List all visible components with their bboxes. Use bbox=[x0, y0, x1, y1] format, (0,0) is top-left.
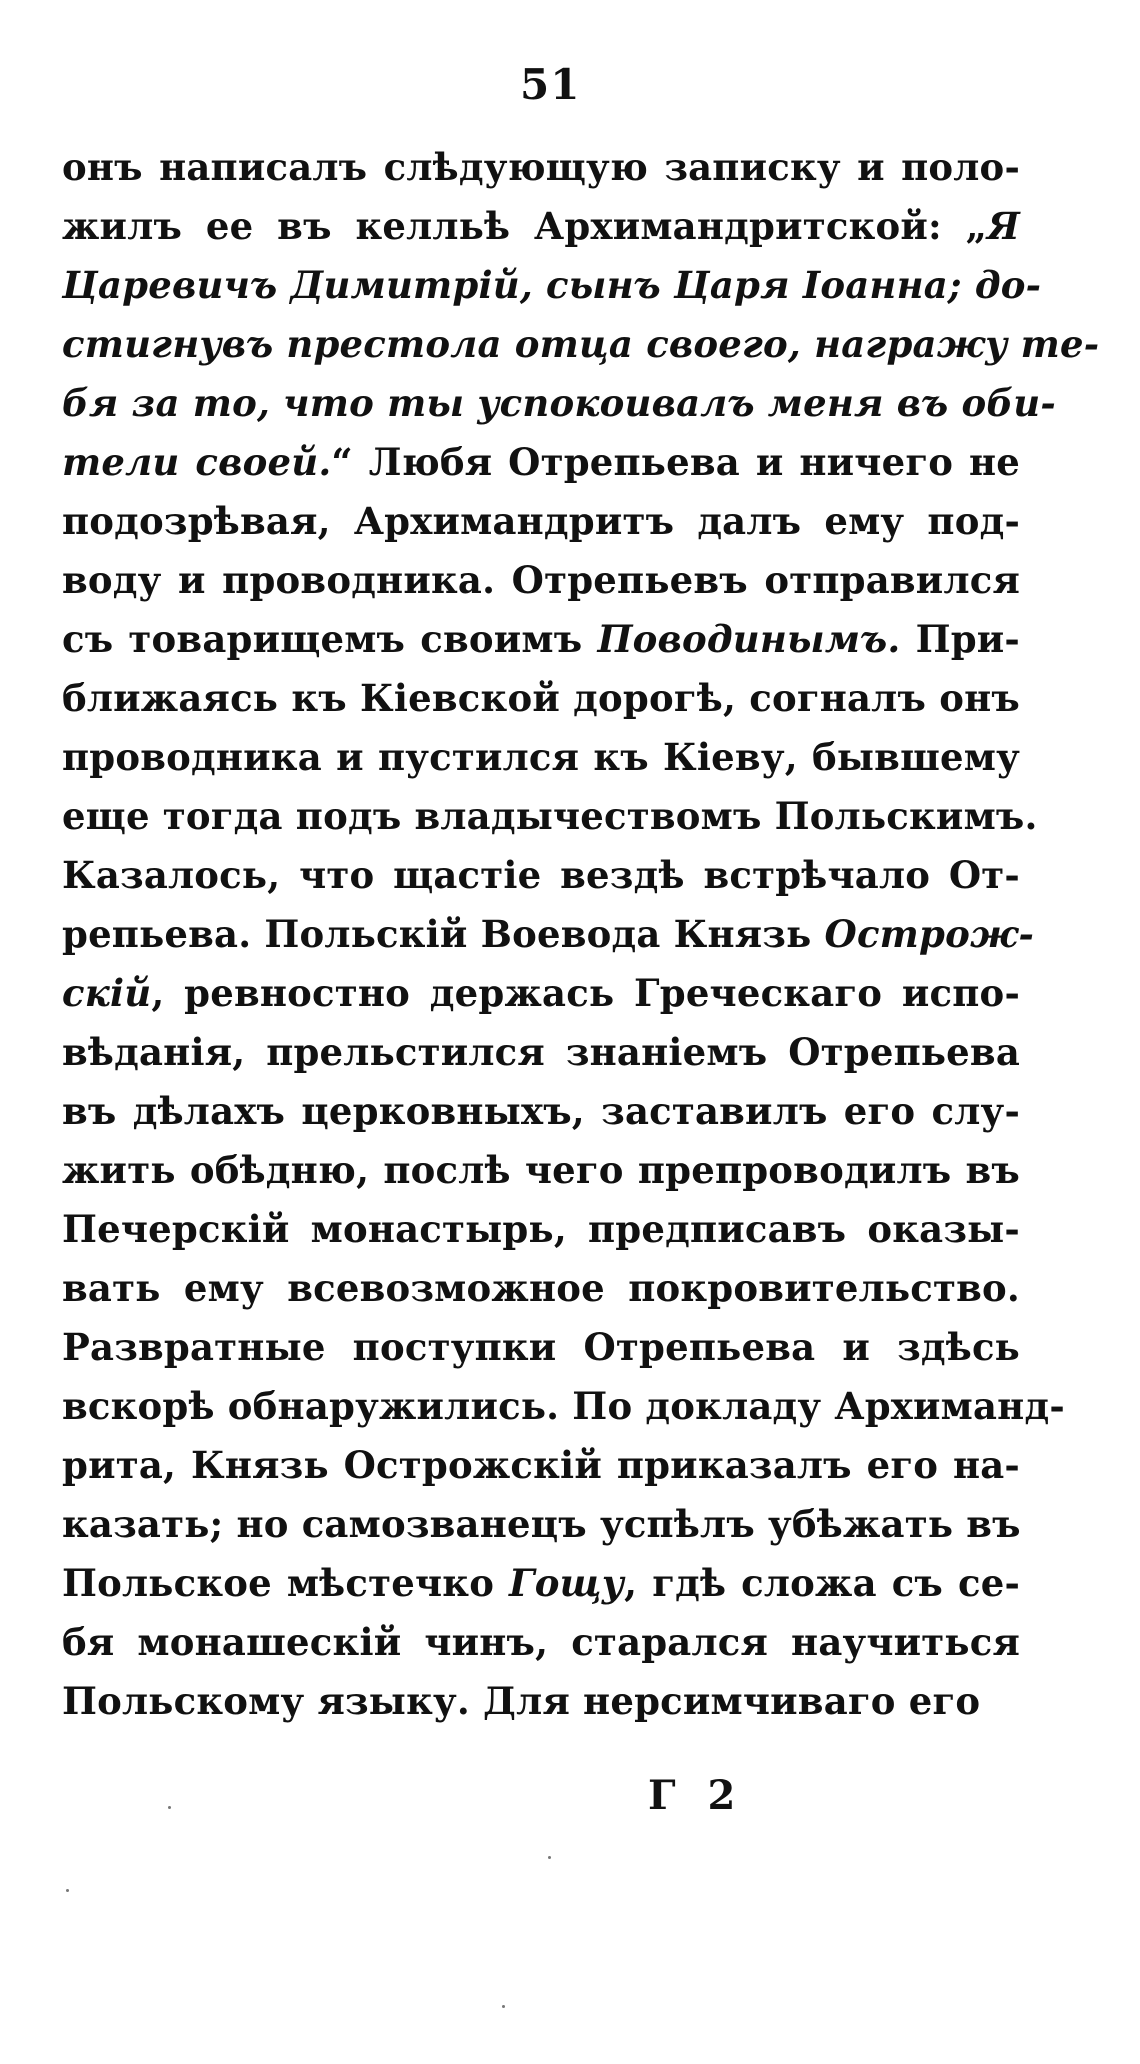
paper-speck bbox=[502, 2005, 505, 2008]
text-segment: репьева. Польскій Воевода Князь bbox=[62, 912, 825, 956]
text-line bbox=[62, 197, 1020, 256]
text-segment: подозрѣвая, Архимандритъ далъ ему под- bbox=[62, 499, 1020, 543]
text-line bbox=[62, 610, 1020, 669]
text-line bbox=[62, 1495, 1020, 1554]
text-line bbox=[62, 551, 1020, 610]
italic-text-segment: Поводинымъ. bbox=[597, 617, 901, 661]
text-line bbox=[62, 1613, 1020, 1672]
text-line bbox=[62, 1082, 1020, 1141]
italic-text-segment: тели своей. bbox=[62, 440, 332, 484]
printer-signature-mark: Г 2 bbox=[648, 1772, 736, 1819]
text-segment: жить обѣдню, послѣ чего препроводилъ въ bbox=[62, 1148, 1020, 1192]
text-segment: вскорѣ обнаружились. По докладу Архиманд- bbox=[62, 1384, 1065, 1428]
italic-text-segment: стигнувъ престола отца своего, награжу те- bbox=[62, 322, 1100, 366]
text-segment: вѣданія, прельстился знаніемъ Отрепьева bbox=[62, 1030, 1020, 1074]
text-segment: “ Любя Отрепьева и ничего не bbox=[331, 440, 1020, 484]
italic-text-segment: скій bbox=[62, 971, 152, 1015]
text-segment: проводника и пустился къ Кіеву, бывшему bbox=[62, 735, 1020, 779]
text-segment: съ товарищемъ своимъ bbox=[62, 617, 598, 661]
paper-speck bbox=[548, 1856, 551, 1859]
text-segment: , ревностно держась Греческаго испо- bbox=[151, 971, 1020, 1015]
text-line bbox=[62, 1200, 1020, 1259]
text-segment: При- bbox=[900, 617, 1020, 661]
text-line bbox=[62, 787, 1038, 846]
text-line bbox=[62, 669, 1020, 728]
text-segment: Польское мѣстечко bbox=[62, 1561, 510, 1605]
text-segment: въ дѣлахъ церковныхъ, заставилъ его слу- bbox=[62, 1089, 1020, 1133]
text-line bbox=[62, 1672, 1020, 1731]
text-line bbox=[62, 256, 1042, 315]
text-line bbox=[62, 964, 1020, 1023]
text-line bbox=[62, 1377, 1065, 1436]
text-line bbox=[62, 728, 1020, 787]
text-segment: Развратные поступки Отрепьева и здѣсь bbox=[62, 1325, 1020, 1369]
text-segment: Казалось, что щастіе вездѣ встрѣчало От- bbox=[62, 853, 1020, 897]
italic-text-segment: Гощу bbox=[509, 1561, 625, 1605]
text-segment: ближаясь къ Кіевской дорогѣ, согналъ онъ bbox=[62, 676, 1020, 720]
italic-text-segment: Я bbox=[987, 204, 1020, 248]
text-line bbox=[62, 1259, 1020, 1318]
text-line bbox=[62, 1436, 1020, 1495]
paper-speck bbox=[168, 1806, 171, 1809]
text-line bbox=[62, 138, 1020, 197]
text-line bbox=[62, 433, 1020, 492]
text-line bbox=[62, 492, 1020, 551]
italic-text-segment: Царевичъ Димитрій, сынъ Царя Іоанна; до- bbox=[62, 263, 1042, 307]
text-segment: еще тогда подъ владычествомъ Польскимъ. bbox=[62, 794, 1038, 838]
text-segment: онъ написалъ слѣдующую записку и поло- bbox=[62, 145, 1020, 189]
page-number: 51 bbox=[520, 60, 581, 109]
text-line bbox=[62, 374, 1056, 433]
text-segment: жилъ ее въ келльѣ Архимандритской: „ bbox=[62, 204, 988, 248]
text-segment: бя монашескій чинъ, старался научиться bbox=[62, 1620, 1020, 1664]
text-line bbox=[62, 846, 1020, 905]
text-segment: казать; но самозванецъ успѣлъ убѣжать въ bbox=[62, 1502, 1021, 1546]
text-segment: , гдѣ сложа съ се- bbox=[624, 1561, 1020, 1605]
text-segment: воду и проводника. Отрепьевъ отправился bbox=[62, 558, 1020, 602]
text-segment: Печерскій монастырь, предписавъ оказы- bbox=[62, 1207, 1020, 1251]
paper-speck bbox=[66, 1889, 69, 1892]
body-text bbox=[62, 138, 1100, 1731]
text-line bbox=[62, 905, 1035, 964]
text-line bbox=[62, 1141, 1020, 1200]
italic-text-segment: Острож- bbox=[824, 912, 1035, 956]
text-line bbox=[62, 315, 1100, 374]
text-line bbox=[62, 1554, 1020, 1613]
text-segment: рита, Князь Острожскій приказалъ его на- bbox=[62, 1443, 1020, 1487]
italic-text-segment: бя за то, что ты успокоивалъ меня въ оби- bbox=[62, 381, 1056, 425]
text-line bbox=[62, 1318, 1020, 1377]
text-line bbox=[62, 1023, 1020, 1082]
text-segment: вать ему всевозможное покровительство. bbox=[62, 1266, 1020, 1310]
text-segment: Польскому языку. Для нерсимчиваго его bbox=[62, 1679, 981, 1723]
